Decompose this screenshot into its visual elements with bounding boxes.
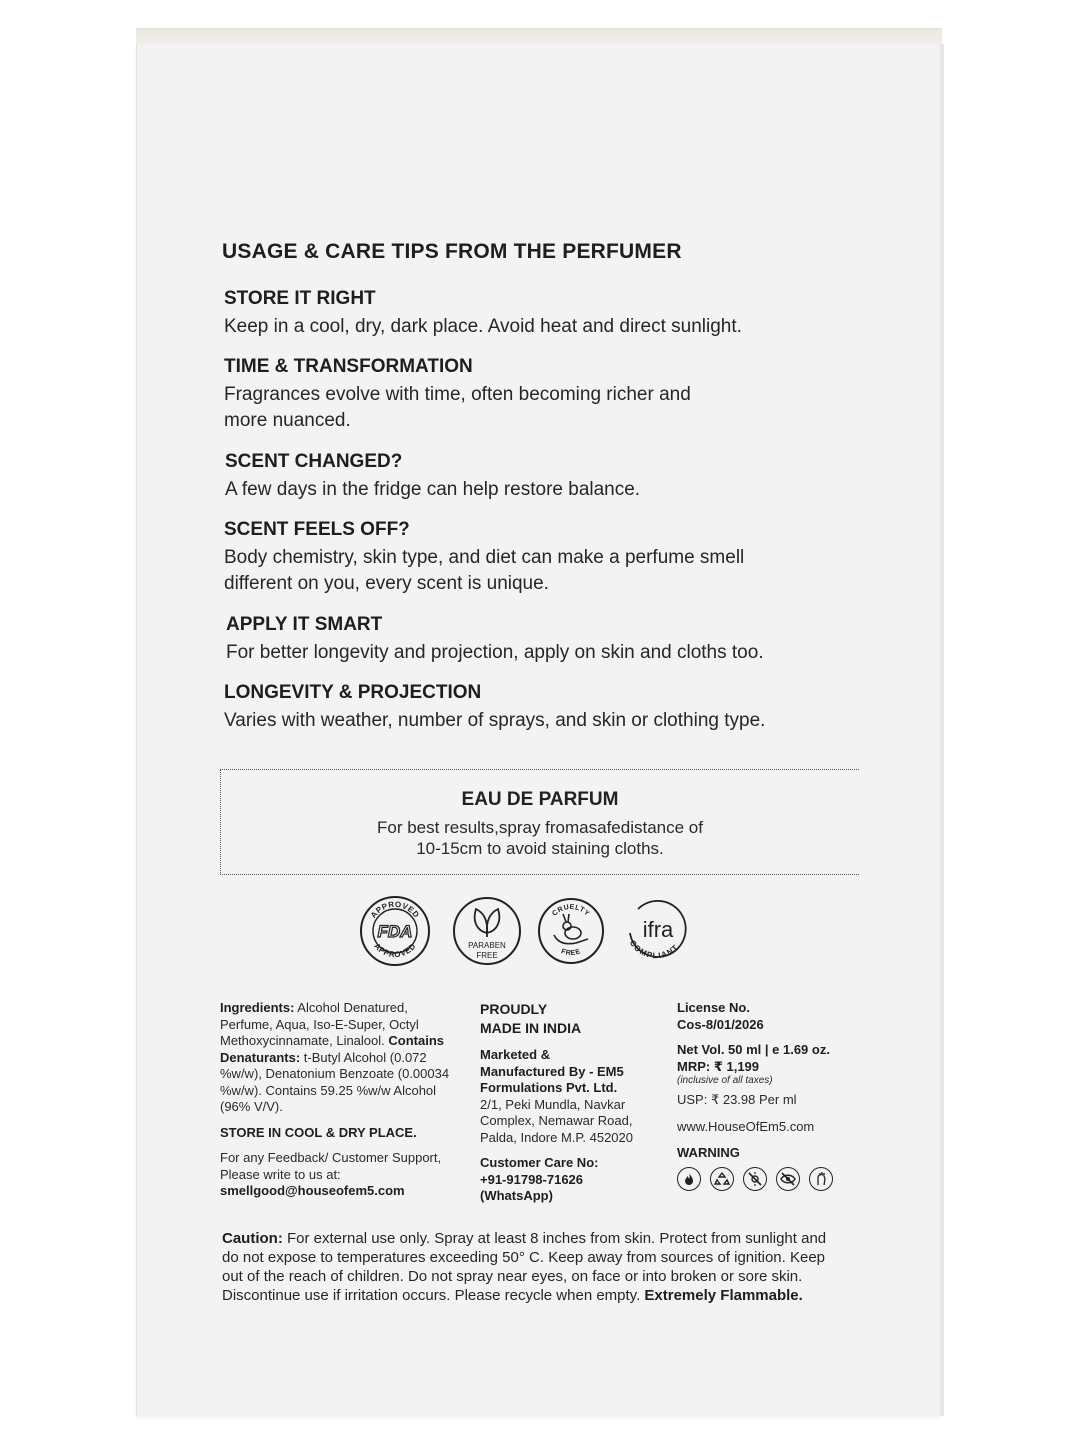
ingredients-column [220, 1000, 450, 1200]
cruelty-free-icon [536, 895, 606, 967]
marketed-by: Marketed & Manufactured By - EM5 Formulations Pvt. Ltd. [480, 1047, 624, 1095]
no-children-icon [809, 1167, 833, 1191]
tip-heading: LONGEVITY & PROJECTION [224, 682, 482, 703]
tip-longevity [224, 681, 864, 734]
flame-icon [677, 1167, 701, 1191]
no-heat-icon [743, 1167, 767, 1191]
tip-text: Body chemistry, skin type, and diet can make a perfume smell different on you, every scent is unique. [224, 547, 745, 594]
tip-text: Varies with weather, number of sprays, and skin or clothing type. [224, 710, 766, 731]
license-no: License No. Cos-8/01/2026 [677, 1000, 764, 1032]
eau-de-parfum-box [220, 769, 859, 875]
svg-text:FREE: FREE [560, 948, 582, 958]
tip-text: For better longevity and projection, apply on skin and cloths too. [226, 642, 764, 663]
box-side-edge [940, 44, 944, 1416]
svg-text:COMPLIANT: COMPLIANT [627, 938, 681, 961]
usage-title: USAGE & CARE TIPS FROM THE PERFUMER [222, 240, 682, 263]
caution-text: Caution: For external use only. Spray at least 8 inches from skin. Protect from sunlight and do not expose to temperatures exceeding 50° C. Keep away from sources of ignition. Keep out of the reach of children. Do not spray near eyes, on face or into broken or sore skin. Discontinue use if irritation occurs. Please recycle when empty. Extremely Flammable. [222, 1230, 827, 1304]
warning-icons [677, 1167, 867, 1191]
feedback-text: For any Feedback/ Customer Support, Please write to us at: [220, 1150, 442, 1182]
customer-care: Customer Care No: +91-91798-71626 (WhatsApp) [480, 1155, 599, 1203]
certification-badges [0, 895, 1080, 975]
tip-time [224, 355, 864, 434]
tip-heading: APPLY IT SMART [226, 614, 383, 635]
tip-apply [226, 613, 866, 666]
taxes-note: (inclusive of all taxes) [677, 1075, 773, 1086]
license-column [677, 1000, 867, 1191]
unit-price: USP: ₹ 23.98 Per ml [677, 1092, 797, 1107]
paraben-free-icon [452, 895, 522, 967]
tip-heading: SCENT FEELS OFF? [224, 519, 410, 540]
net-volume: Net Vol. 50 ml | e 1.69 oz. [677, 1042, 830, 1057]
edp-instructions: For best results,spray fromasafedistance of 10-15cm to avoid staining cloths. [377, 818, 703, 858]
svg-text:FDA: FDA [377, 922, 413, 941]
svg-text:CRUELTY: CRUELTY [551, 903, 591, 918]
tip-store [224, 287, 864, 340]
svg-text:PARABEN: PARABEN [468, 941, 506, 950]
support-email: smellgood@houseofem5.com [220, 1183, 405, 1198]
svg-text:APPROVED: APPROVED [372, 941, 418, 960]
ifra-compliant-icon [618, 895, 700, 967]
ingredients-text: Ingredients: Alcohol Denatured, Perfume, Aqua, Iso-E-Super, Octyl Methoxycinnamate, Linalool. Contains Denaturants: t-Butyl Alcohol (0.072 %w/w), Denatonium Benzoate (0.00034 %w/w). Contains 59.25 %w/w Alcohol (96% V/V). [220, 1000, 450, 1114]
tip-scent-changed [225, 450, 865, 503]
edp-title: EAU DE PARFUM [461, 789, 619, 810]
tip-heading: SCENT CHANGED? [225, 451, 403, 472]
tip-text: A few days in the fridge can help restore balance. [225, 479, 641, 500]
svg-text:APPROVED: APPROVED [368, 899, 422, 920]
tip-text: Keep in a cool, dry, dark place. Avoid heat and direct sunlight. [224, 316, 742, 337]
website: www.HouseOfEm5.com [677, 1118, 815, 1134]
fda-approved-icon [359, 895, 431, 967]
made-in-india: PROUDLY MADE IN INDIA [480, 1001, 582, 1036]
tip-heading: TIME & TRANSFORMATION [224, 356, 473, 377]
no-eyes-icon [776, 1167, 800, 1191]
recycle-icon [710, 1167, 734, 1191]
tip-scent-off [224, 518, 864, 597]
svg-text:FREE: FREE [476, 951, 498, 960]
tip-heading: STORE IT RIGHT [224, 288, 376, 309]
storage-note: STORE IN COOL & DRY PLACE. [220, 1124, 417, 1140]
svg-text:ifra: ifra [642, 917, 674, 942]
warning-label: WARNING [677, 1145, 740, 1160]
tip-text: Fragrances evolve with time, often becoming richer and more nuanced. [224, 384, 691, 431]
address: 2/1, Peki Mundla, Navkar Complex, Nemawar Road, Palda, Indore M.P. 452020 [480, 1096, 633, 1145]
manufacturer-column [480, 1000, 670, 1205]
mrp: MRP: ₹ 1,199 [677, 1058, 760, 1074]
